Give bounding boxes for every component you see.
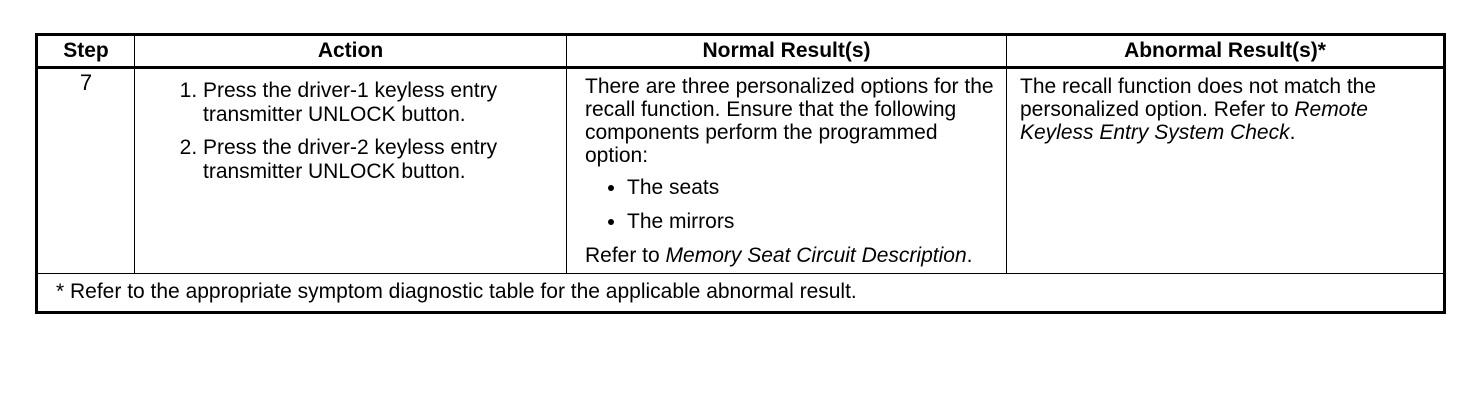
header-abnormal-results: Abnormal Result(s)* xyxy=(1007,35,1445,68)
header-normal-results: Normal Result(s) xyxy=(567,35,1007,68)
refer-prefix: Refer to xyxy=(585,244,666,267)
refer-suffix: . xyxy=(966,244,973,267)
normal-intro: There are three personalized options for the recall function. Ensure that the following components perform the programmed option: xyxy=(585,75,994,167)
header-step: Step xyxy=(37,35,135,68)
footnote-row xyxy=(37,274,1445,313)
header-row xyxy=(37,35,1445,68)
abnormal-result-cell xyxy=(1007,68,1445,274)
memory-seat-reference: Memory Seat Circuit Description xyxy=(665,244,967,267)
table-row xyxy=(37,68,1445,274)
component-list xyxy=(585,176,1000,233)
remote-keyless-reference: Remote Keyless Entry System Check xyxy=(1020,98,1368,144)
abnormal-suffix: . xyxy=(1289,121,1296,144)
action-item: 2. Press the driver-2 keyless entry transmitter UNLOCK button. xyxy=(203,136,558,184)
footnote: * Refer to the appropriate symptom diagnostic table for the applicable abnormal result. xyxy=(37,274,1445,313)
action-list xyxy=(135,79,558,184)
normal-refer xyxy=(585,244,1000,267)
step-number: 7 xyxy=(37,68,135,274)
abnormal-text: The recall function does not match the personalized option. Refer to xyxy=(1020,75,1377,121)
list-item: • The mirrors xyxy=(627,210,1000,233)
list-item: • The seats xyxy=(627,176,1000,199)
action-cell xyxy=(135,68,567,274)
action-item: 1. Press the driver-1 keyless entry transmitter UNLOCK button. xyxy=(203,79,558,127)
header-action: Action xyxy=(135,35,567,68)
diagnostic-table xyxy=(35,33,1446,314)
normal-result-cell xyxy=(567,68,1007,274)
